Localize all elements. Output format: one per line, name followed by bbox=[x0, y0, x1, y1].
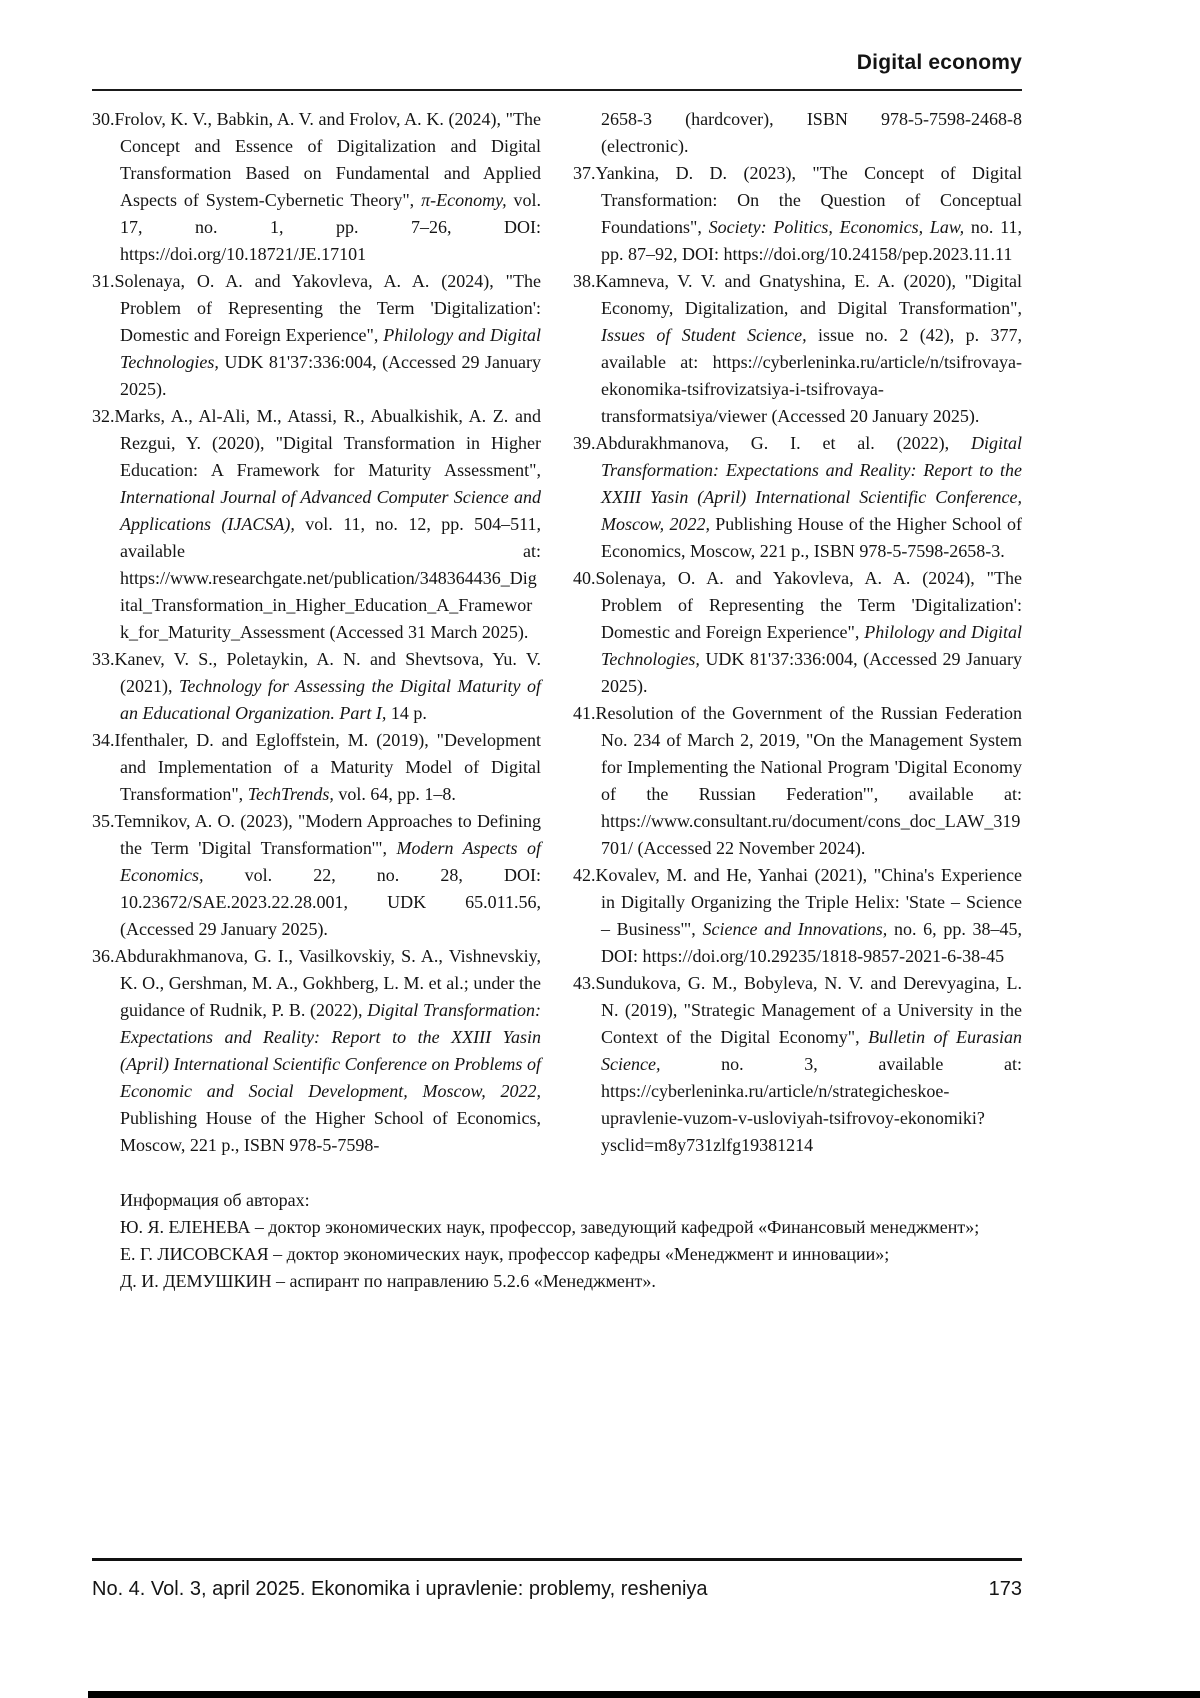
publication-title: π-Economy, bbox=[421, 190, 507, 210]
reference-item bbox=[92, 727, 541, 808]
references-section bbox=[92, 106, 1022, 1159]
reference-number: 33. bbox=[92, 649, 115, 669]
reference-number: 30. bbox=[92, 109, 115, 129]
reference-number: 39. bbox=[573, 433, 596, 453]
reference-text: vol. 17, no. 1, pp. 7–26, DOI: https://doi.org/10.18721/JE.17101 bbox=[120, 190, 541, 264]
reference-text: vol. 11, no. 12, pp. 504–511, available at: https://www.researchgate.net/publication/348364436_Digital_Transformation_in_Higher_Education_A_Framework_for_Maturity_Assessment (Accessed 31 March 2025). bbox=[120, 514, 541, 642]
reference-text: Kanev, V. S., Poletaykin, A. N. and Shevtsova, Yu. V. (2021), bbox=[114, 649, 541, 696]
publication-title: International Journal of Advanced Computer Science and Applications (IJACSA), bbox=[120, 487, 541, 534]
reference-text: no. 6, pp. 38–45, DOI: https://doi.org/10.29235/1818-9857-2021-6-38-45 bbox=[601, 919, 1022, 966]
reference-text: no. 3, available at: https://cyberleninka.ru/article/n/strategicheskoe-upravlenie-vuzom-v-usloviyah-tsifrovoy-ekonomiki?ysclid=m8y731zlfg19381214 bbox=[601, 1054, 1022, 1155]
reference-text: Abdurakhmanova, G. I., Vasilkovskiy, S. A., Vishnevskiy, K. O., Gershman, M. A., Gokhberg, L. M. et al.; under the guidance of Rudnik, P. B. (2022), bbox=[114, 946, 541, 1020]
author-entry: Ю. Я. ЕЛЕНЕВА – доктор экономических наук, профессор, заведующий кафедрой «Финансовый менеджмент»; bbox=[120, 1217, 980, 1237]
reference-text: Resolution of the Government of the Russian Federation No. 234 of March 2, 2019, "On the Management System for Implementing the National Program 'Digital Economy of the Russian Federation'", available at: https://www.consultant.ru/document/cons_doc_LAW_319701/ (Accessed 22 November 2024). bbox=[595, 703, 1022, 858]
reference-text: UDK 81'37:336:004, (Accessed 29 January 2025). bbox=[120, 352, 541, 399]
reference-item bbox=[92, 403, 541, 646]
reference-text: UDK 81'37:336:004, (Accessed 29 January 2025). bbox=[601, 649, 1022, 696]
publication-title: Modern Aspects of Economics, bbox=[120, 838, 541, 885]
section-title: Digital economy bbox=[856, 51, 1022, 74]
reference-number: 43. bbox=[573, 973, 596, 993]
references-column-right bbox=[573, 106, 1022, 1159]
reference-text: 2658-3 (hardcover), ISBN 978-5-7598-2468-8 (electronic). bbox=[601, 109, 1022, 156]
reference-continuation bbox=[573, 106, 1022, 160]
reference-item bbox=[573, 430, 1022, 565]
reference-item bbox=[573, 862, 1022, 970]
reference-number: 42. bbox=[573, 865, 596, 885]
reference-number: 41. bbox=[573, 703, 596, 723]
publication-title: Digital Transformation: Expectations and Reality: Report to the XXIII Yasin (April) International Scientific Conference, Moscow, 2022, bbox=[601, 433, 1022, 534]
publication-title: Digital Transformation: Expectations and Reality: Report to the XXIII Yasin (April) International Scientific Conference on Problems of Economic and Social Development, Moscow, 2022, bbox=[120, 1000, 542, 1101]
reference-item bbox=[92, 268, 541, 403]
author-entry: Д. И. ДЕМУШКИН – аспирант по направлению 5.2.6 «Менеджмент». bbox=[120, 1271, 656, 1291]
reference-number: 34. bbox=[92, 730, 115, 750]
reference-text: 14 p. bbox=[386, 703, 427, 723]
publication-title: Issues of Student Science, bbox=[601, 325, 807, 345]
reference-text: Frolov, K. V., Babkin, A. V. and Frolov, A. K. (2024), "The Concept and Essence of Digitalization and Digital Transformation Based on Fundamental and Applied Aspects of System-Cybernetic Theory", bbox=[114, 109, 541, 210]
publication-title: Science and Innovations, bbox=[702, 919, 888, 939]
reference-text: Sundukova, G. M., Bobyleva, N. V. and Derevyagina, L. N. (2019), "Strategic Management of a University in the Context of the Digital Economy", bbox=[595, 973, 1022, 1047]
reference-item bbox=[573, 565, 1022, 700]
reference-text: issue no. 2 (42), p. 377, available at: https://cyberleninka.ru/article/n/tsifrovaya-ekonomika-tsifrovizatsiya-i-tsifrovaya-transformatsiya/viewer (Accessed 20 January 2025). bbox=[601, 325, 1022, 426]
reference-item bbox=[92, 106, 541, 268]
publication-title: TechTrends, bbox=[247, 784, 334, 804]
reference-number: 36. bbox=[92, 946, 115, 966]
reference-number: 38. bbox=[573, 271, 596, 291]
publication-title: Technology for Assessing the Digital Maturity of an Educational Organization. Part I, bbox=[120, 676, 541, 723]
reference-text: Abdurakhmanova, G. I. et al. (2022), bbox=[595, 433, 971, 453]
reference-text: Solenaya, O. A. and Yakovleva, A. A. (2024), "The Problem of Representing the Term 'Digitalization': Domestic and Foreign Experience", bbox=[595, 568, 1022, 642]
footer-rule bbox=[92, 1558, 1022, 1561]
publication-title: Bulletin of Eurasian Science, bbox=[601, 1027, 1022, 1074]
reference-number: 32. bbox=[92, 406, 115, 426]
page-number: 173 bbox=[988, 1578, 1022, 1600]
reference-item bbox=[92, 646, 541, 727]
publication-title: Philology and Digital Technologies, bbox=[601, 622, 1023, 669]
reference-text: Marks, A., Al-Ali, M., Atassi, R., Abualkishik, A. Z. and Rezgui, Y. (2020), "Digital Transformation in Higher Education: A Framework for Maturity Assessment", bbox=[114, 406, 541, 480]
reference-number: 40. bbox=[573, 568, 596, 588]
footer-row bbox=[92, 1576, 1022, 1602]
reference-text: Kamneva, V. V. and Gnatyshina, E. A. (2020), "Digital Economy, Digitalization, and Digital Transformation", bbox=[595, 271, 1022, 318]
reference-text: vol. 22, no. 28, DOI: 10.23672/SAE.2023.22.28.001, UDK 65.011.56, (Accessed 29 January 2025). bbox=[120, 865, 541, 939]
reference-text: Publishing House of the Higher School of Economics, Moscow, 221 p., ISBN 978-5-7598-2658-3. bbox=[601, 514, 1022, 561]
reference-item bbox=[573, 268, 1022, 430]
reference-item bbox=[92, 808, 541, 943]
references-column-left bbox=[92, 106, 541, 1159]
header-rule bbox=[92, 89, 1022, 91]
reference-number: 37. bbox=[573, 163, 596, 183]
reference-text: Kovalev, M. and He, Yanhai (2021), "China's Experience in Digitally Organizing the Triple Helix: 'State – Science – Business'", bbox=[595, 865, 1022, 939]
journal-info-line: No. 4. Vol. 3, april 2025. Ekonomika i upravlenie: problemy, resheniya bbox=[92, 1578, 708, 1600]
reference-text: Yankina, D. D. (2023), "The Concept of Digital Transformation: On the Question of Conceptual Foundations", bbox=[595, 163, 1022, 237]
publication-title: Society: Politics, Economics, Law, bbox=[708, 217, 965, 237]
reference-item bbox=[573, 970, 1022, 1159]
scan-edge-bar bbox=[88, 1691, 1200, 1698]
authors-entries bbox=[120, 1214, 1022, 1295]
reference-item bbox=[573, 700, 1022, 862]
authors-info-heading: Информация об авторах: bbox=[120, 1190, 310, 1210]
page-header bbox=[92, 50, 1022, 91]
reference-item bbox=[573, 160, 1022, 268]
reference-text: Temnikov, A. O. (2023), "Modern Approaches to Defining the Term 'Digital Transformation'", bbox=[114, 811, 541, 858]
page-footer bbox=[92, 1558, 1022, 1698]
reference-text: Ifenthaler, D. and Egloffstein, M. (2019), "Development and Implementation of a Maturity Model of Digital Transformation", bbox=[114, 730, 541, 804]
author-entry: Е. Г. ЛИСОВСКАЯ – доктор экономических наук, профессор кафедры «Менеджмент и инновации»; bbox=[120, 1244, 890, 1264]
reference-text: Publishing House of the Higher School of Economics, Moscow, 221 p., ISBN 978-5-7598- bbox=[120, 1108, 541, 1155]
reference-text: vol. 64, pp. 1–8. bbox=[333, 784, 456, 804]
reference-number: 35. bbox=[92, 811, 115, 831]
publication-title: Philology and Digital Technologies, bbox=[120, 325, 542, 372]
reference-item bbox=[92, 943, 541, 1159]
authors-info-section bbox=[120, 1187, 1022, 1295]
reference-text: Solenaya, O. A. and Yakovleva, A. A. (2024), "The Problem of Representing the Term 'Digitalization': Domestic and Foreign Experience", bbox=[114, 271, 541, 345]
reference-text: no. 11, pp. 87–92, DOI: https://doi.org/10.24158/pep.2023.11.11 bbox=[601, 217, 1022, 264]
reference-number: 31. bbox=[92, 271, 115, 291]
